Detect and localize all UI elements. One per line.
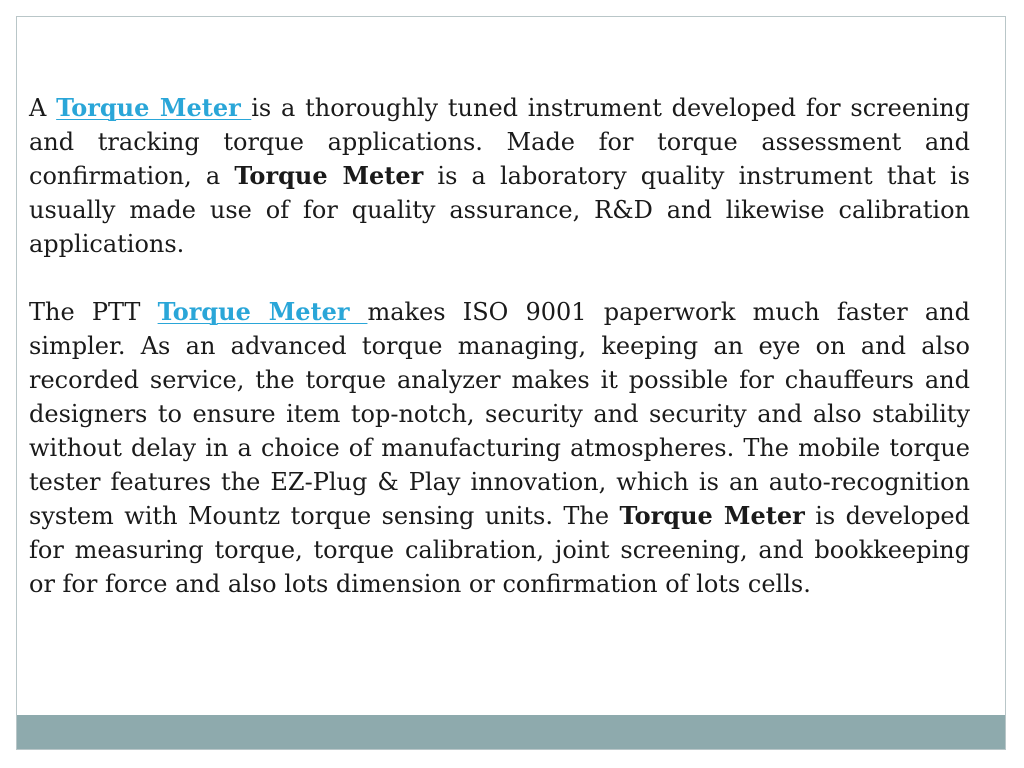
torque-meter-link[interactable]: Torque Meter [157,297,368,326]
bold-term: Torque Meter [234,161,424,190]
paragraph-text: The PTT [29,298,158,326]
torque-meter-link[interactable]: Torque Meter [56,93,252,122]
paragraph-intro [29,91,970,261]
paragraph-text: is a laboratory quality instrument that is usually made use of for quality assurance, R&D and likewise calibration applications. [29,162,970,258]
paragraph-text: makes ISO 9001 paperwork much faster and simpler. As an advanced torque managing, keeping an eye on and also recorded service, the torque analyzer makes it possible for chauffeurs and designers to ensure item top-notch, security and security and also stability without delay in a choice of manufacturing atmospheres. The mobile torque tester features the EZ-Plug & Play innovation, which is an auto-recognition system with Mountz torque sensing units. The [29,298,970,530]
slide-content [29,91,970,635]
slide-frame [16,16,1006,750]
paragraph-text: is developed for measuring torque, torque calibration, joint screening, and bookkeeping or for force and also lots dimension or confirmation of lots cells. [29,502,970,598]
paragraph-ptt [29,295,970,601]
paragraph-text: A [29,94,57,122]
paragraph-text: is a thoroughly tuned instrument developed for screening and tracking torque applications. Made for torque assessment and confirmation, a [29,94,970,190]
bold-term: Torque Meter [619,501,805,530]
footer-bar [17,715,1005,749]
